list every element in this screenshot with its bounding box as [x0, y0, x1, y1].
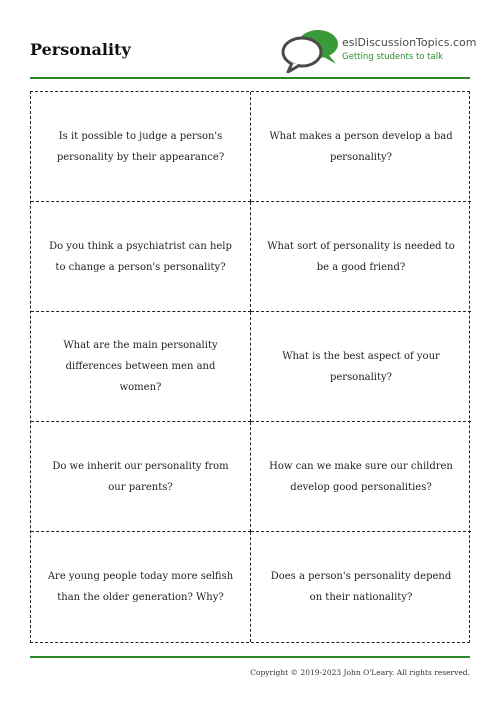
question-text: Are young people today more selfish than the older generation? Why? — [47, 571, 234, 603]
question-text: Does a person's personality depend on their nationality? — [270, 571, 452, 603]
question-text: What sort of personality is needed to be a good friend? — [267, 240, 455, 273]
question-card — [251, 92, 471, 202]
question-card — [31, 92, 251, 202]
question-text: What is the best aspect of your personality? — [282, 350, 440, 383]
brand-name: eslDiscussionTopics.com — [342, 36, 477, 49]
question-text: Do you think a psychiatrist can help to change a person's personality? — [49, 240, 232, 273]
brand-logo — [280, 28, 480, 73]
question-text: What makes a person develop a bad personality? — [269, 130, 453, 163]
speech-bubbles-icon — [280, 28, 342, 73]
page-title: Personality — [30, 40, 131, 59]
header-divider — [30, 77, 470, 79]
question-card — [251, 202, 471, 312]
question-card — [31, 532, 251, 642]
question-card — [251, 532, 471, 642]
question-text: What are the main personality differences between men and women? — [63, 340, 218, 393]
question-card — [31, 422, 251, 532]
question-cards-grid — [30, 91, 470, 643]
question-card — [31, 202, 251, 312]
question-card — [251, 422, 471, 532]
footer-divider — [30, 656, 470, 658]
question-text: How can we make sure our children develop good personalities? — [269, 460, 453, 493]
question-text: Do we inherit our personality from our parents? — [52, 460, 229, 493]
question-card — [251, 312, 471, 422]
question-text: Is it possible to judge a person's personality by their appearance? — [56, 130, 225, 163]
copyright-notice: Copyright © 2019-2023 John O'Leary. All rights reserved. — [250, 668, 470, 677]
brand-tagline: Getting students to talk — [342, 52, 444, 62]
question-card — [31, 312, 251, 422]
